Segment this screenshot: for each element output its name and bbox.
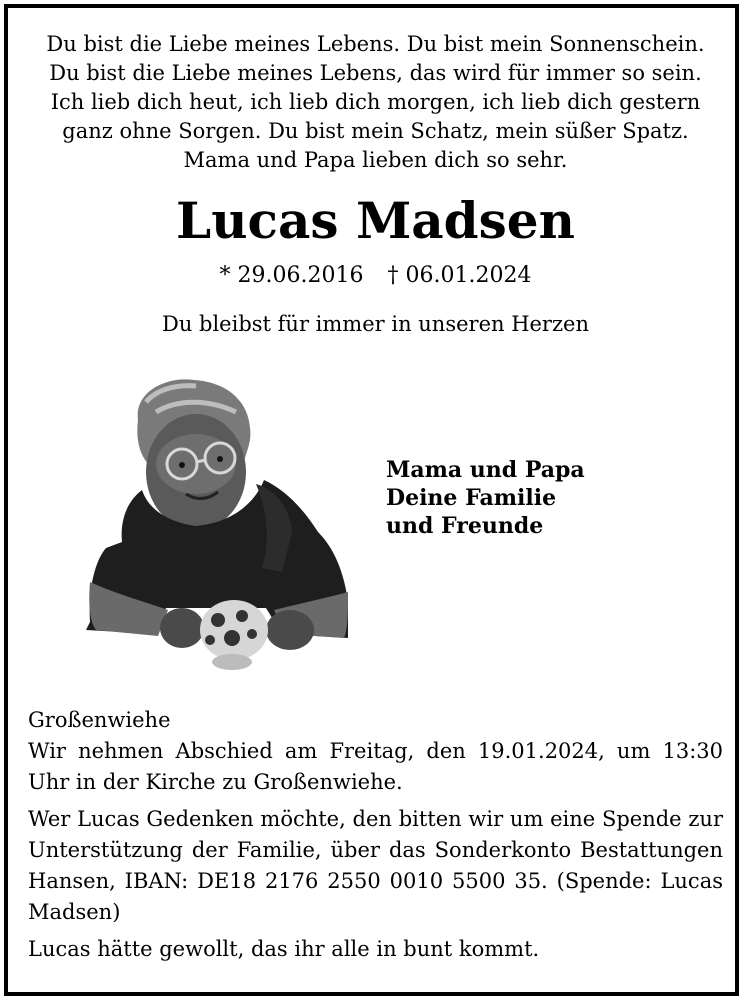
mourners: [386, 456, 585, 540]
donation-text: Wer Lucas Gedenken möchte, den bitten wir um eine Spende zur Unterstützung der Familie, über das Sonderkonto Bestattungen Hansen, IBAN: DE18 2176 2550 0010 5500 35. (Spende: Lucas Madsen): [28, 807, 723, 924]
poem-line: Ich lieb dich heut, ich lieb dich morgen, ich lieb dich gestern: [50, 90, 701, 114]
birth-date: * 29.06.2016: [219, 263, 364, 288]
poem-line: Du bist die Liebe meines Lebens, das wird für immer so sein.: [49, 61, 702, 85]
child-photo: [86, 372, 348, 670]
motto: Du bleibst für immer in unseren Herzen: [161, 312, 589, 336]
closing-text: Lucas hätte gewollt, das ihr alle in bunt kommt.: [28, 937, 540, 961]
death-date: † 06.01.2024: [387, 263, 532, 288]
mourner-line: Mama und Papa: [386, 457, 585, 483]
mourner-line: und Freunde: [386, 513, 544, 539]
obituary-frame: [4, 4, 739, 996]
funeral-details: [28, 705, 723, 965]
poem-line: Du bist die Liebe meines Lebens. Du bist mein Sonnenschein.: [46, 32, 705, 56]
deceased-name: Lucas Madsen: [176, 191, 575, 250]
life-dates: [8, 261, 743, 291]
poem-line: Mama und Papa lieben dich so sehr.: [183, 148, 568, 172]
poem: [8, 30, 743, 175]
place-name: Großenwiehe: [28, 708, 171, 732]
poem-line: ganz ohne Sorgen. Du bist mein Schatz, mein süßer Spatz.: [62, 119, 689, 143]
mourner-line: Deine Familie: [386, 485, 557, 511]
farewell-text: Wir nehmen Abschied am Freitag, den 19.01.2024, um 13:30 Uhr in der Kirche zu Großenwiehe.: [28, 739, 723, 794]
